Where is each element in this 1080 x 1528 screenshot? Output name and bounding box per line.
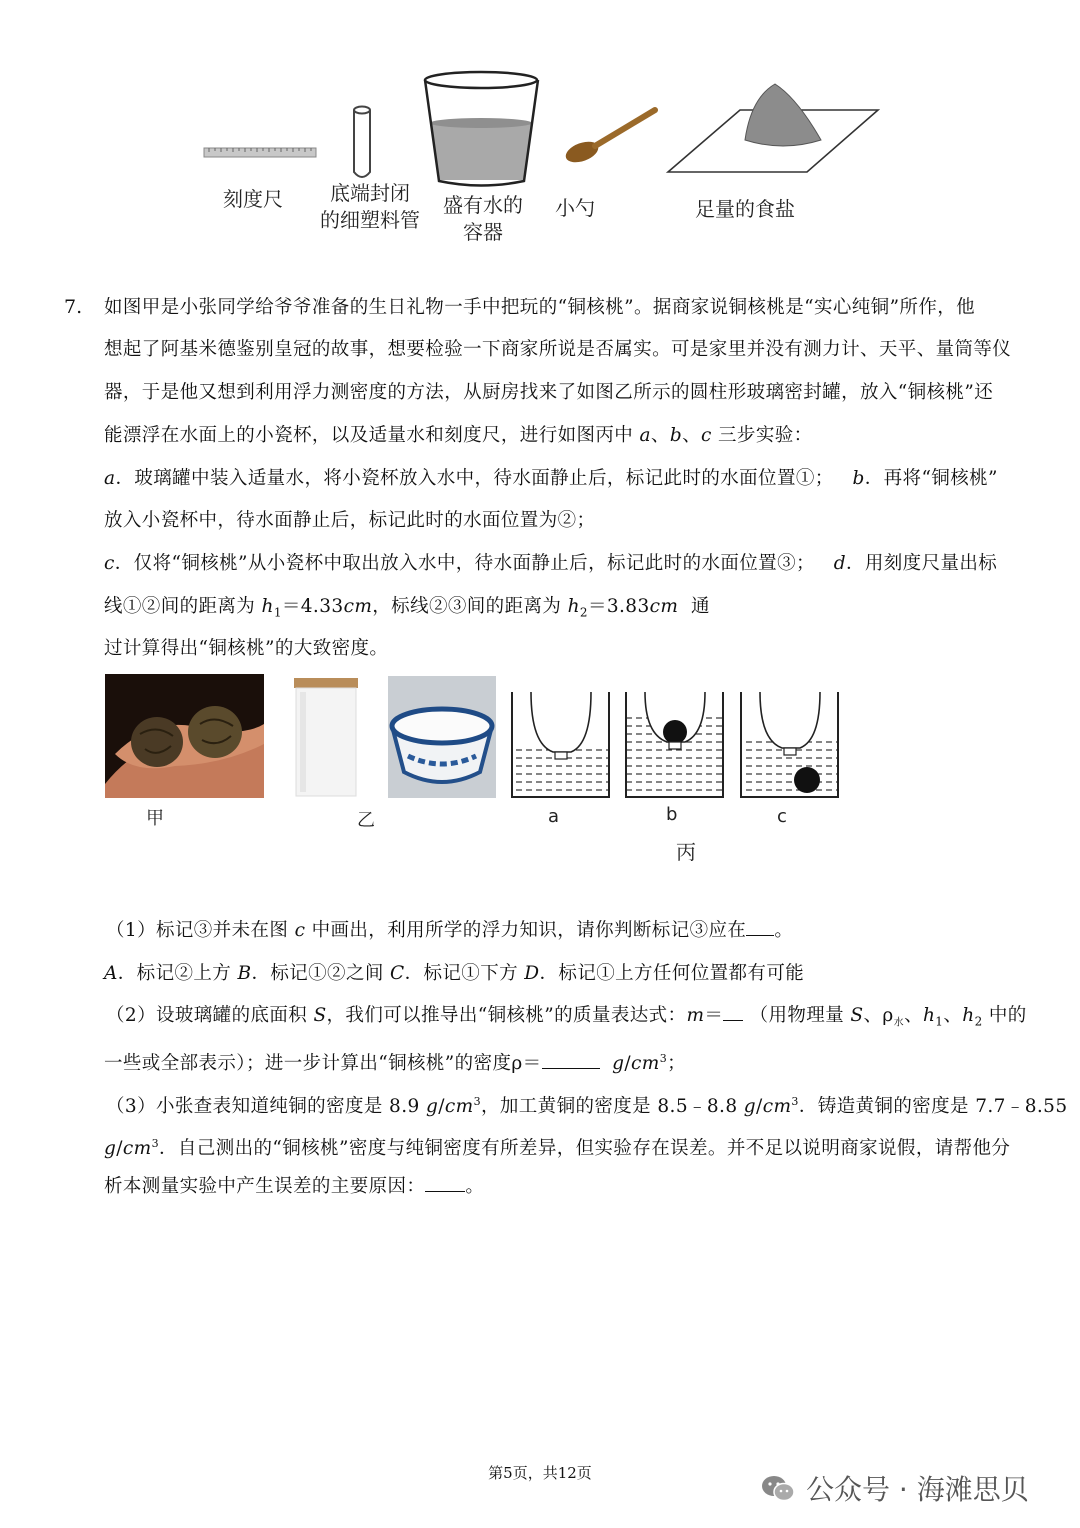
intro-line-1: 如图甲是小张同学给爷爷准备的生日礼物一手中把玩的“铜核桃”。据商家说铜核桃是“实心纯铜”所作，他 xyxy=(104,297,976,318)
label-jia: 甲 xyxy=(146,808,164,829)
glass-jar-drawing xyxy=(290,676,362,798)
intro-line-2: 想起了阿基米德鉴别皇冠的故事，想要检验一下商家所说是否属实。可是家里并没有测力计、天平、量筒等仪 xyxy=(104,339,1012,360)
option-b[interactable]: B．标记①②之间 xyxy=(237,963,384,984)
step-ab-line: a．玻璃罐中装入适量水，将小瓷杯放入水中，待水面静止后，标记此时的水面位置①； b．再将“铜核桃” xyxy=(104,468,998,489)
sub-question-1: （1）标记③并未在图 c 中画出，利用所学的浮力知识，请你判断标记③应在 。 xyxy=(106,920,794,941)
label-b: b xyxy=(666,804,678,825)
caption-salt: 足量的食盐 xyxy=(695,197,795,221)
label-yi: 乙 xyxy=(357,810,375,831)
top-figure-drawings xyxy=(195,68,895,188)
distance-line: 线①②间的距离为 $h_1=4.33cm$，标线②③间的距离为 $h_2=3.83cm$ 通 xyxy=(104,596,710,620)
beaker-c xyxy=(741,692,838,797)
caption-tube: 底端封闭 的细塑料管 xyxy=(320,181,420,232)
caption-ruler: 刻度尺 xyxy=(223,187,283,211)
beaker-experiment-drawings xyxy=(505,690,850,802)
page-footer: 第5页，共12页 xyxy=(488,1464,592,1482)
question-number: 7. xyxy=(64,296,83,318)
sub-question-3-line-2: $g/cm^3$．自己测出的“铜核桃”密度与纯铜密度有所差异，但实验存在误差。并不足以说明商家说假，请帮他分 xyxy=(104,1137,1011,1160)
caption-container: 盛有水的 容器 xyxy=(443,193,523,244)
sub-question-3-line-3: 析本测量实验中产生误差的主要原因： 。 xyxy=(104,1176,485,1197)
step-cd-line: c．仅将“铜核桃”从小瓷杯中取出放入水中，待水面静止后，标记此时的水面位置③； d．用刻度尺量出标 xyxy=(104,553,998,574)
sub-question-2-line-1: （2）设玻璃罐的底面积 S，我们可以推导出“铜核桃”的质量表达式：m＝ （用物理量 S、$\rho_水$、$h_1$、$h_2$ 中的 xyxy=(106,1005,1027,1029)
ruler-drawing xyxy=(204,148,316,157)
watermark xyxy=(760,1468,1029,1508)
option-a[interactable]: A．标记②上方 xyxy=(104,963,232,984)
label-a: a xyxy=(548,806,560,827)
intro-line-3: 器，于是他又想到利用浮力测密度的方法，从厨房找来了如图乙所示的圆柱形玻璃密封罐，放入“铜核桃”还 xyxy=(104,382,994,403)
wechat-icon xyxy=(760,1473,796,1503)
option-d[interactable]: D．标记①上方任何位置都有可能 xyxy=(524,963,805,984)
spoon-drawing xyxy=(563,110,655,166)
label-c: c xyxy=(777,806,787,827)
watermark-text: 公众号 · 海滩思贝 xyxy=(806,1473,1029,1506)
intro-line-4: 能漂浮在水面上的小瓷杯，以及适量水和刻度尺，进行如图丙中 a、b、c 三步实验： xyxy=(104,425,813,446)
water-container-drawing xyxy=(425,72,538,186)
option-c[interactable]: C．标记①下方 xyxy=(390,963,519,984)
step-b-line-2: 放入小瓷杯中，待水面静止后，标记此时的水面位置为②； xyxy=(104,510,596,531)
porcelain-bowl-photo xyxy=(388,676,496,798)
copper-walnut-photo xyxy=(105,674,264,798)
beaker-a xyxy=(512,692,609,797)
salt-pile-drawing xyxy=(668,84,878,172)
sub-question-3-line-1: （3）小张查表知道纯铜的密度是 8.9 $g/cm^3$，加工黄铜的密度是 8.5﹣8.8 $g/cm^3$．铸造黄铜的密度是 7.7﹣8.55 xyxy=(106,1095,1068,1118)
beaker-b xyxy=(626,692,723,797)
conclusion-line: 过计算得出“铜核桃”的大致密度。 xyxy=(104,638,389,659)
caption-spoon: 小勺 xyxy=(555,196,595,220)
plastic-tube-drawing xyxy=(354,107,370,178)
label-bing: 丙 xyxy=(676,840,696,864)
options-line xyxy=(104,962,804,986)
sub-question-2-line-2: 一些或全部表示）；进一步计算出“铜核桃”的密度$\rho= g/cm^3$； xyxy=(104,1052,687,1075)
